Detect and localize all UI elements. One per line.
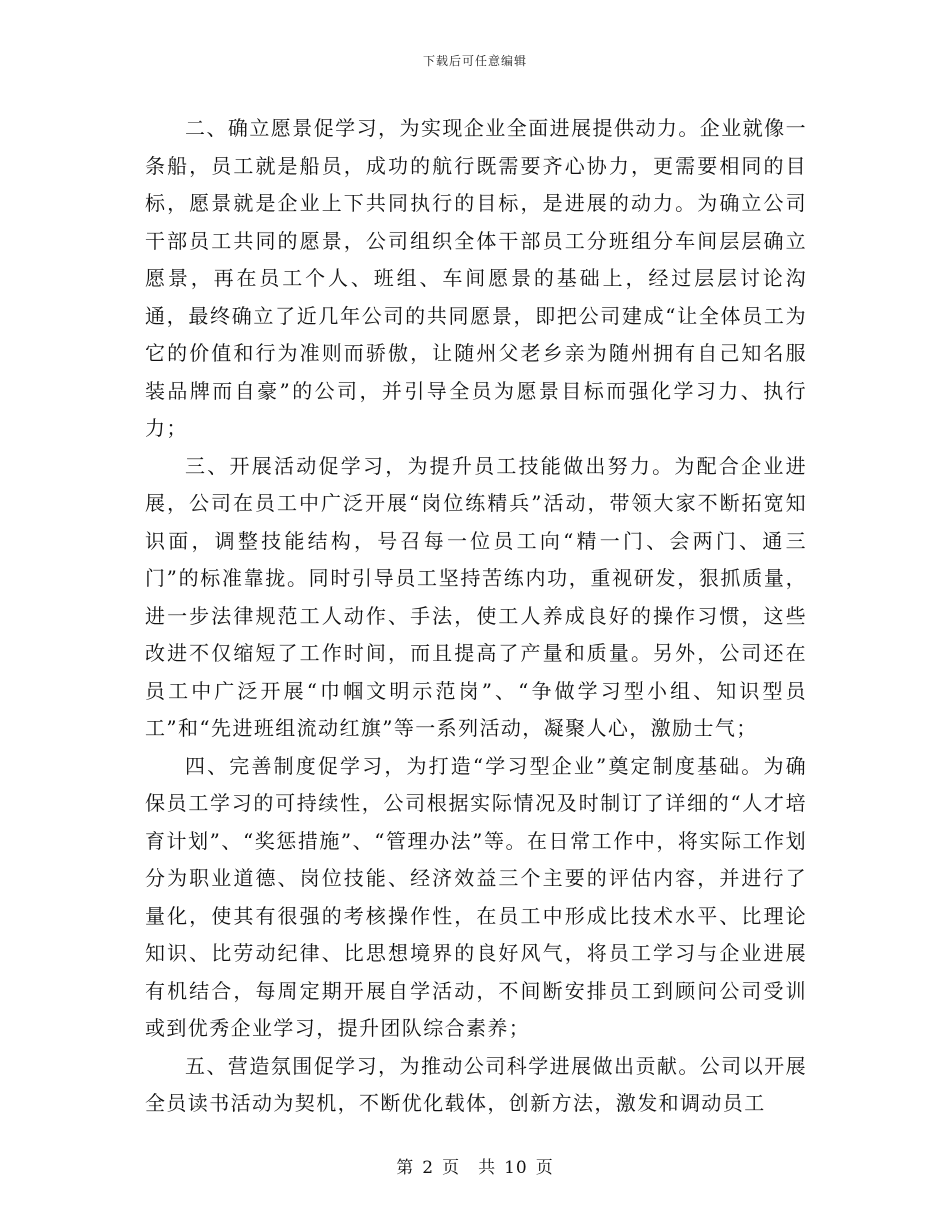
paragraph-system: 四、完善制度促学习，为打造“学习型企业”奠定制度基础。为确保员工学习的可持续性，公司根据实际情况及时制订了详细的“人才培育计划”、“奖惩措施”、“管理办法”等。在日常工作中，将实际工作划分为职业道德、岗位技能、经济效益三个主要的评估内容，并进行了量化，使其有很强的考核操作性，在员工中形成比技术水平、比理论知识、比劳动纪律、比思想境界的良好风气，将员工学习与企业进展有机结合，每周定期开展自学活动，不间断安排员工到顾问公司受训或到优秀企业学习，提升团队综合素养； xyxy=(145,753,807,1040)
page-label-mid: 页 共 xyxy=(442,1158,497,1178)
page-label-post: 页 xyxy=(535,1158,554,1178)
page-label-pre: 第 xyxy=(396,1158,415,1178)
document-body xyxy=(145,110,807,1123)
page-footer xyxy=(0,1153,950,1178)
total-pages-number: 10 xyxy=(504,1158,528,1178)
page-header: 下载后可任意编辑 xyxy=(422,54,527,68)
paragraph-atmosphere: 五、营造氛围促学习，为推动公司科学进展做出贡献。公司以开展全员读书活动为契机，不断优化载体，创新方法，激发和调动员工 xyxy=(145,1053,807,1115)
current-page-number: 2 xyxy=(422,1158,435,1178)
paragraph-vision: 二、确立愿景促学习，为实现企业全面进展提供动力。企业就像一条船，员工就是船员，成功的航行既需要齐心协力，更需要相同的目标，愿景就是企业上下共同执行的目标，是进展的动力。为确立公司干部员工共同的愿景，公司组织全体干部员工分班组分车间层层确立愿景，再在员工个人、班组、车间愿景的基础上，经过层层讨论沟通，最终确立了近几年公司的共同愿景，即把公司建成“让全体员工为它的价值和行为准则而骄傲，让随州父老乡亲为随州拥有自己知名服装品牌而自豪”的公司，并引导全员为愿景目标而强化学习力、执行力； xyxy=(145,116,807,440)
paragraph-activities: 三、开展活动促学习，为提升员工技能做出努力。为配合企业进展，公司在员工中广泛开展“岗位练精兵”活动，带领大家不断拓宽知识面，调整技能结构，号召每一位员工向“精一门、会两门、通三门”的标准靠拢。同时引导员工坚持苦练内功，重视研发，狠抓质量，进一步法律规范工人动作、手法，使工人养成良好的操作习惯，这些改进不仅缩短了工作时间，而且提高了产量和质量。另外，公司还在员工中广泛开展“巾帼文明示范岗”、“争做学习型小组、知识型员工”和“先进班组流动红旗”等一系列活动，凝聚人心，激励士气； xyxy=(145,453,807,740)
